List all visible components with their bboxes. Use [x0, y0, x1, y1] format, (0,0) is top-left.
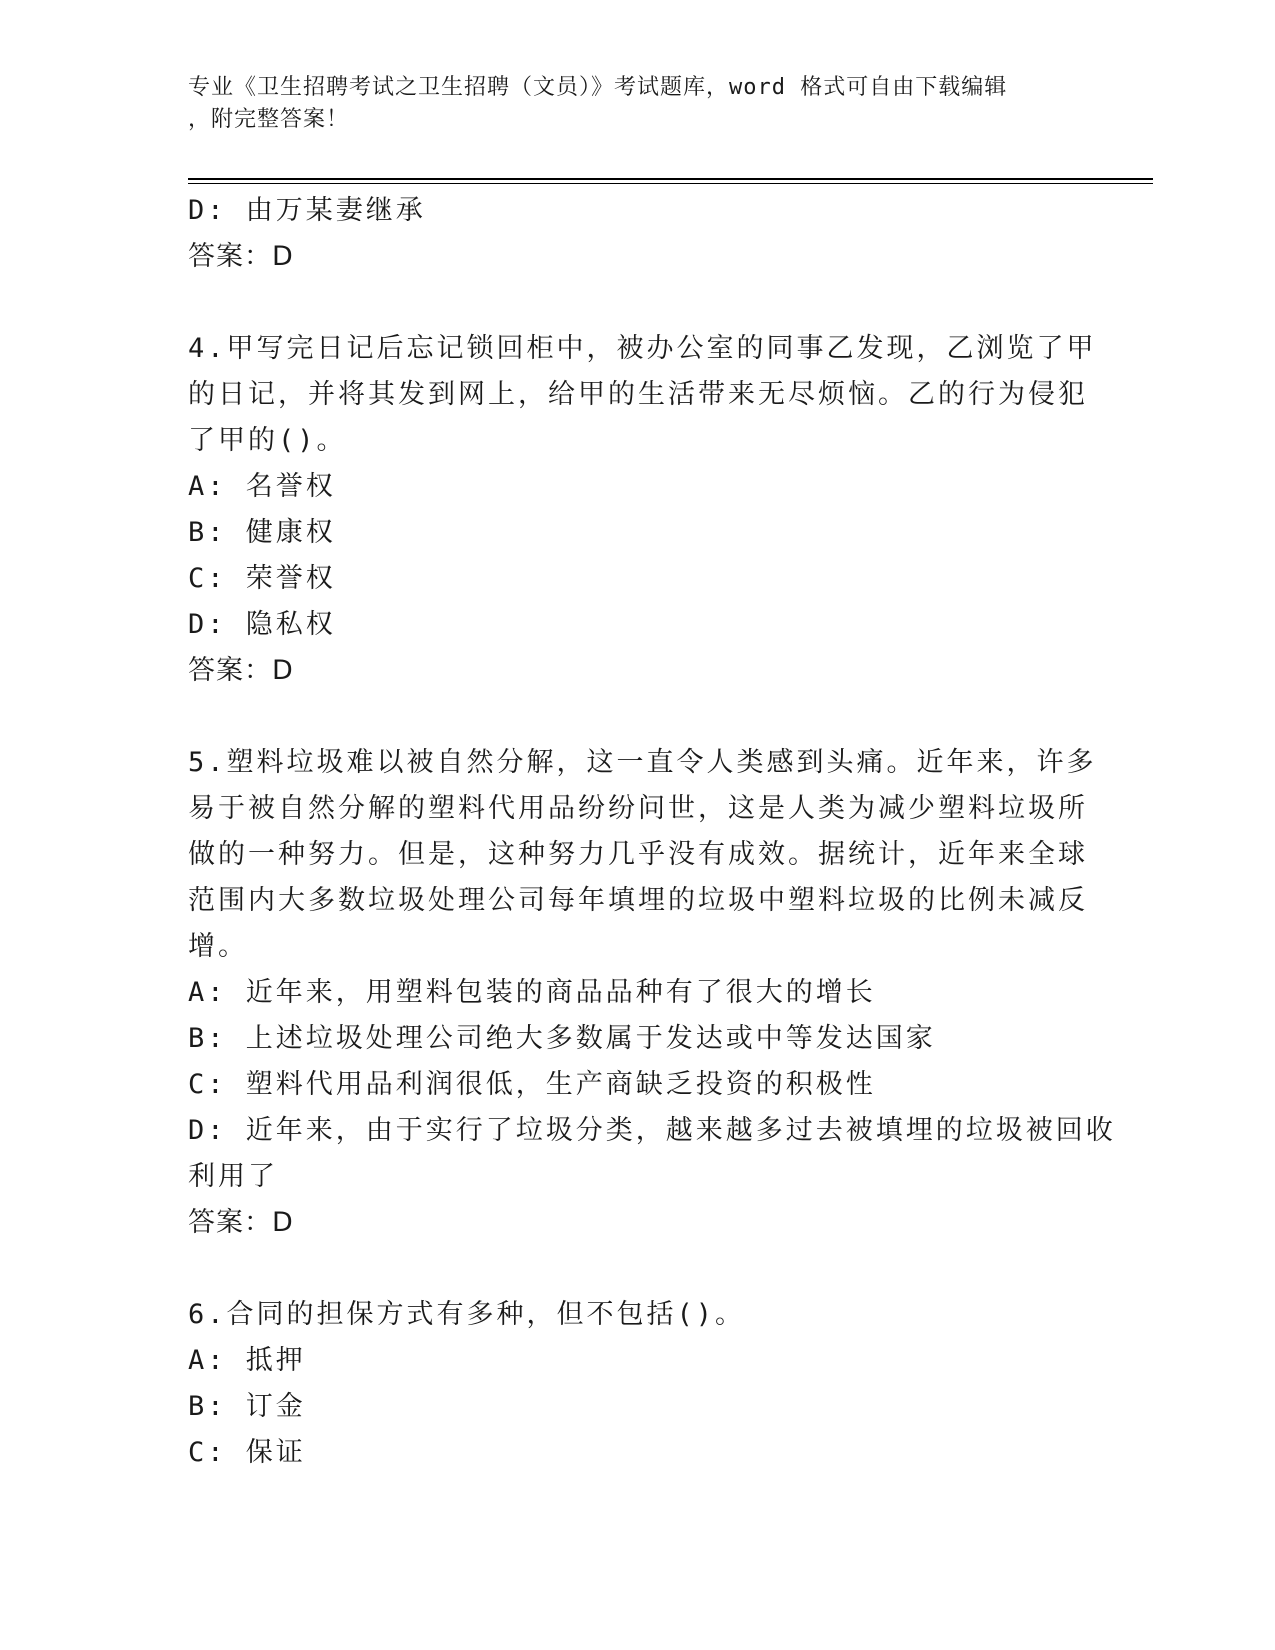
question-stem-line: 4.甲写完日记后忘记锁回柜中，被办公室的同事乙发现，乙浏览了甲	[188, 333, 1097, 364]
question-4	[188, 326, 1097, 694]
question-5	[188, 740, 1116, 1246]
question-content	[188, 188, 1116, 1476]
option-a: A: 抵押	[188, 1345, 306, 1376]
question-6	[188, 1292, 1088, 1476]
document-header	[188, 72, 1078, 136]
header-line-1: 专业《卫生招聘考试之卫生招聘（文员）》考试题库，word 格式可自由下载编辑	[188, 75, 1008, 100]
answer: 答案：D	[188, 655, 294, 686]
option-d: D: 隐私权	[188, 609, 336, 640]
question-stem-line: 易于被自然分解的塑料代用品纷纷问世，这是人类为减少塑料垃圾所	[188, 793, 1088, 824]
option-b: B: 上述垃圾处理公司绝大多数属于发达或中等发达国家	[188, 1023, 936, 1054]
header-rule-thin	[188, 183, 1153, 184]
option-c: C: 荣誉权	[188, 563, 336, 594]
option-b: B: 订金	[188, 1391, 306, 1422]
option-b: B: 健康权	[188, 517, 336, 548]
option-d: D: 近年来，由于实行了垃圾分类，越来越多过去被填埋的垃圾被回收	[188, 1115, 1116, 1146]
question-stem-line: 的日记，并将其发到网上，给甲的生活带来无尽烦恼。乙的行为侵犯	[188, 379, 1088, 410]
option-c: C: 保证	[188, 1437, 306, 1468]
question-stem-line: 6.合同的担保方式有多种，但不包括()。	[188, 1299, 746, 1330]
answer: 答案：D	[188, 1207, 294, 1238]
question-stem-line: 了甲的()。	[188, 425, 347, 456]
option-a: A: 名誉权	[188, 471, 336, 502]
option-d: D: 由万某妻继承	[188, 195, 426, 226]
question-stem-line: 增。	[188, 931, 248, 962]
header-line-2: ，附完整答案！	[188, 107, 350, 132]
answer: 答案：D	[188, 241, 294, 272]
option-c: C: 塑料代用品利润很低，生产商缺乏投资的积极性	[188, 1069, 876, 1100]
header-rule-thick	[188, 178, 1153, 180]
question-stem-line: 范围内大多数垃圾处理公司每年填埋的垃圾中塑料垃圾的比例未减反	[188, 885, 1088, 916]
option-d-continued: 利用了	[188, 1161, 278, 1192]
option-a: A: 近年来，用塑料包装的商品品种有了很大的增长	[188, 977, 876, 1008]
question-3-tail	[188, 188, 1088, 280]
question-stem-line: 5.塑料垃圾难以被自然分解，这一直令人类感到头痛。近年来，许多	[188, 747, 1097, 778]
question-stem-line: 做的一种努力。但是，这种努力几乎没有成效。据统计，近年来全球	[188, 839, 1088, 870]
